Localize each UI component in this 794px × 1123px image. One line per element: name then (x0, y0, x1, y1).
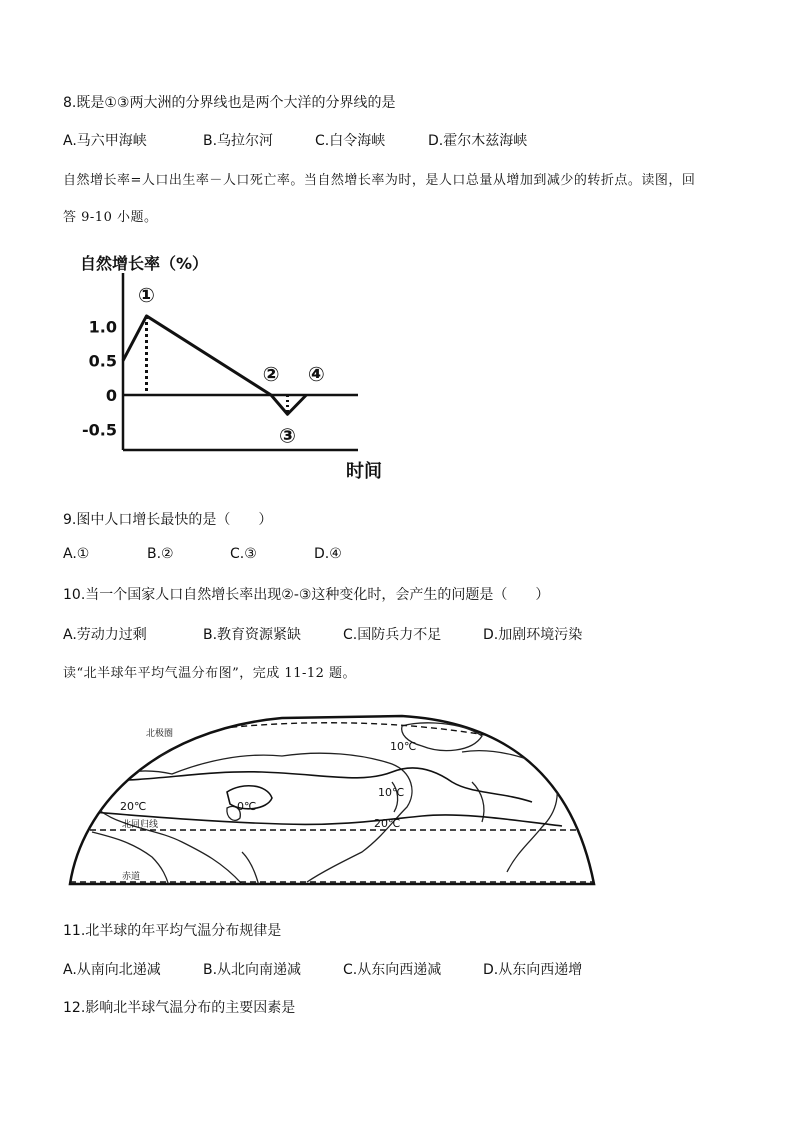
question-11-option-a: A.从南向北递减 (63, 962, 161, 978)
point-label: ④ (307, 362, 325, 386)
question-10-option-d: D.加剧环境污染 (483, 627, 583, 643)
question-9-option-c: C.③ (230, 546, 257, 562)
question-8-stem: 8.既是①③两大洲的分界线也是两个大洋的分界线的是 (63, 95, 396, 111)
y-tick-label: 0 (105, 386, 117, 405)
point-label: ① (138, 282, 155, 307)
question-9-option-d: D.④ (314, 546, 342, 562)
isotherm-label-10-east: 10℃ (390, 740, 417, 753)
equator-label: 赤道 (122, 872, 141, 882)
intro-11-12: 读“北半球年平均气温分布图”，完成 11-12 题。 (63, 666, 357, 681)
question-10-option-c: C.国防兵力不足 (343, 627, 442, 643)
intro-9-10-line-1: 自然增长率=人口出生率－人口死亡率。当自然增长率为时，是人口总量从增加到减少的转折点。读图，回 (63, 173, 696, 188)
tropic-of-cancer-label: 北回归线 (122, 820, 159, 830)
question-12-stem: 12.影响北半球气温分布的主要因素是 (63, 1000, 296, 1016)
y-axis-label: 自然增长率（%） (80, 254, 209, 273)
question-9-option-a: A.① (63, 546, 90, 562)
question-11-option-c: C.从东向西递减 (343, 962, 442, 978)
question-8-option-d: D.霍尔木兹海峡 (428, 133, 528, 149)
question-10-option-a: A.劳动力过剩 (63, 627, 147, 643)
northern-hemisphere-temperature-map (62, 712, 602, 892)
question-10-option-b: B.教育资源紧缺 (203, 627, 302, 643)
point-label: ③ (279, 423, 296, 448)
arctic-circle-label: 北极圈 (146, 729, 174, 739)
question-11-option-b: B.从北向南递减 (203, 962, 302, 978)
question-11-stem: 11.北半球的年平均气温分布规律是 (63, 923, 282, 939)
isotherm-label-0: 0℃ (237, 800, 257, 813)
natural-growth-chart (68, 245, 398, 490)
y-tick-label: 1.0 (88, 317, 117, 337)
point-label: ② (262, 362, 280, 386)
question-9-stem: 9.图中人口增长最快的是（ ） (63, 512, 273, 528)
isotherm-label-10: 10℃ (378, 786, 405, 799)
isotherm-label-20-west: 20℃ (120, 800, 147, 813)
question-8-option-b: B.乌拉尔河 (203, 133, 274, 149)
intro-9-10-line-2: 答 9-10 小题。 (63, 210, 158, 225)
question-10-stem: 10.当一个国家人口自然增长率出现②-③这种变化时，会产生的问题是（ ） (63, 587, 550, 603)
question-8-option-c: C.白令海峡 (315, 133, 386, 149)
y-tick-label: 0.5 (88, 351, 117, 371)
question-11-option-d: D.从东向西递增 (483, 962, 583, 978)
question-9-option-b: B.② (147, 546, 174, 562)
y-tick-label: -0.5 (82, 420, 117, 440)
question-8-option-a: A.马六甲海峡 (63, 133, 147, 149)
isotherm-label-20: 20℃ (374, 817, 401, 830)
x-axis-label: 时间 (346, 461, 382, 482)
